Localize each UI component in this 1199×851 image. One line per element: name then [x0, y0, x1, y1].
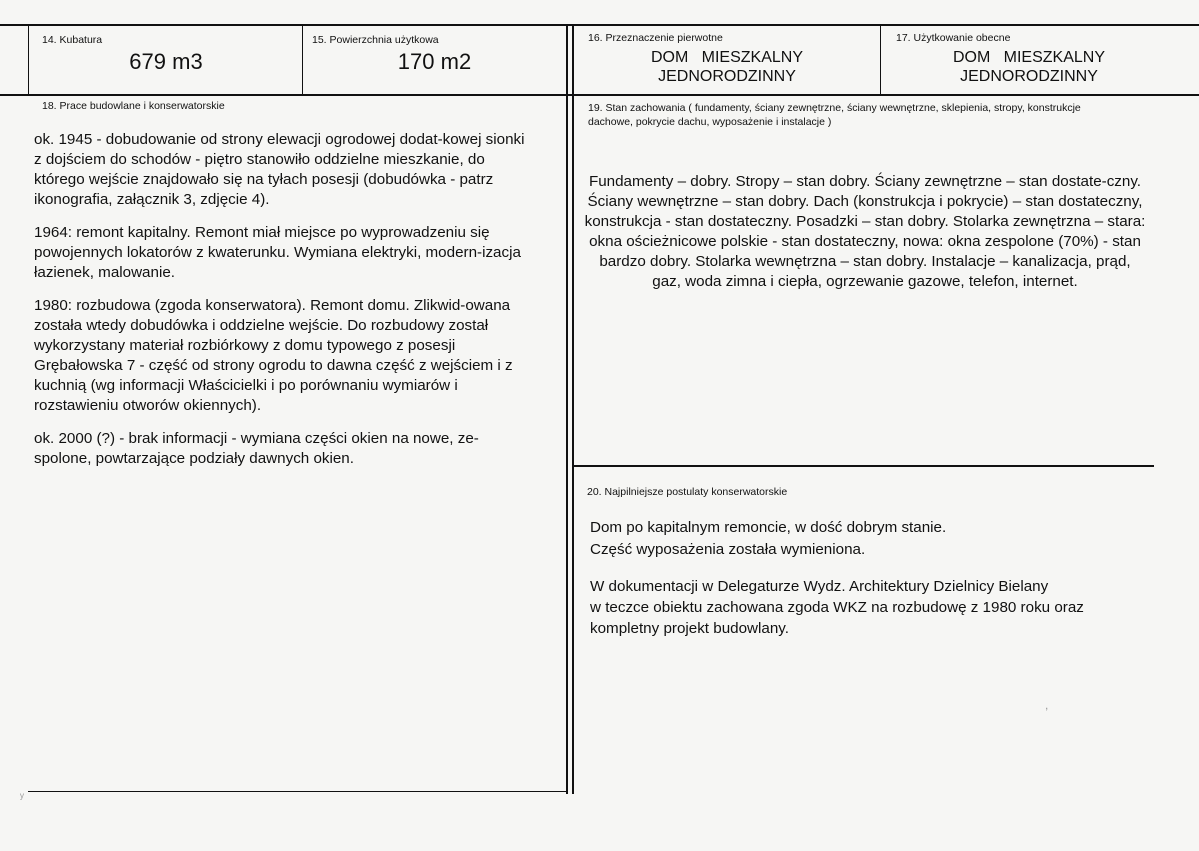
stan-zachowania-text: Fundamenty – dobry. Stropy – stan dobry. Ściany zewnętrzne – stan dostate-czny. Ściany wewnętrzne – stan dobry. Dach (konstrukcja i pokrycie) – stan dostateczny, konstrukcja - stan dostateczny. Posadzki – stan dobry. Stolarka zewnętrzna – stara: okna ościeżnicowe polskie - stan dostateczny, nowa: okna zespolone (70%) - stan bardzo dobry. Stolarka wewnętrzna – stan dobry. Instalacje – kanalizacja, prąd, gaz, woda zimna i ciepła, ogrzewanie gazowe, telefon, internet. [584, 173, 1146, 290]
przeznaczenie-label: 16. Przeznaczenie pierwotne [588, 32, 723, 44]
prace-paragraph-1980: 1980: rozbudowa (zgoda konserwatora). Remont domu. Zlikwid-owana została wtedy dobudówka i oddzielne wejście. Do rozbudowy został wykorzystany materiał rozbiórkowy z domu typowego z posesji Grębałowska 7 - część od strony ogrodu to dawna część z wejściem i z kuchnią (wg informacji Właścicielki i po porównaniu wymiarów i rozstawieniu otworów okiennych). [34, 297, 513, 414]
postulaty-line2: Część wyposażenia została wymieniona. [590, 541, 866, 558]
stan-zachowania-label: 19. Stan zachowania ( fundamenty, ściany zewnętrzne, ściany wewnętrzne, sklepienia, stropy, konstrukcje dachowe, pokrycie dachu, wyposażenie i instalacje ) [588, 102, 1081, 128]
postulaty-line4: w teczce obiektu zachowana zgoda WKZ na rozbudowę z 1980 roku oraz [590, 599, 1084, 616]
top-border [0, 24, 1199, 26]
center-divider-inner [572, 24, 574, 794]
bottom-left-rule [28, 791, 568, 792]
scan-speck: , [1045, 698, 1049, 712]
kubatura-value: 679 m3 [129, 49, 203, 74]
postulaty-line5: kompletny projekt budowlany. [590, 620, 789, 637]
left-margin-line [28, 24, 29, 94]
powierzchnia-label: 15. Powierzchnia użytkowa [312, 34, 439, 46]
prace-budowlane-text [34, 130, 536, 482]
postulaty-label: 20. Najpilniejsze postulaty konserwatorskie [587, 486, 788, 498]
postulaty-line3: W dokumentacji w Delegaturze Wydz. Architektury Dzielnicy Bielany [590, 578, 1049, 595]
kubatura-label: 14. Kubatura [42, 34, 103, 46]
przeznaczenie-value-line2: JEDNORODZINNY [658, 68, 796, 85]
uzytkowanie-value-line2: JEDNORODZINNY [960, 68, 1098, 85]
postulaty-line1: Dom po kapitalnym remoncie, w dość dobrym stanie. [590, 519, 947, 536]
header-bottom-rule [0, 94, 1199, 96]
uzytkowanie-value-line1: DOM MIESZKALNY [952, 49, 1106, 66]
uzytkowanie-label: 17. Użytkowanie obecne [896, 32, 1011, 44]
scan-speck: ʸ [20, 790, 24, 804]
section-19-20-rule [574, 465, 1154, 467]
przeznaczenie-value-line1: DOM MIESZKALNY [650, 49, 804, 66]
prace-paragraph-1964: 1964: remont kapitalny. Remont miał miejsce po wyprowadzeniu się powojennych lokatorów z kwaterunku. Wymiana elektryki, modern-izacja łazienek, malowanie. [34, 224, 521, 281]
prace-paragraph-1945: ok. 1945 - dobudowanie od strony elewacji ogrodowej dodat-kowej sionki z dojściem do schodów - piętro stanowiło oddzielne mieszkanie, do którego wejście znajdowało się na tyłach posesji (dobudówka - patrz ikonografia, załącznik 3, zdjęcie 4). [34, 131, 525, 208]
center-divider-outer [566, 24, 568, 794]
prace-budowlane-label: 18. Prace budowlane i konserwatorskie [42, 100, 225, 112]
powierzchnia-value: 170 m2 [397, 49, 472, 74]
prace-paragraph-2000: ok. 2000 (?) - brak informacji - wymiana części okien na nowe, ze-spolone, powtarzające podziały dawnych okien. [34, 430, 479, 467]
